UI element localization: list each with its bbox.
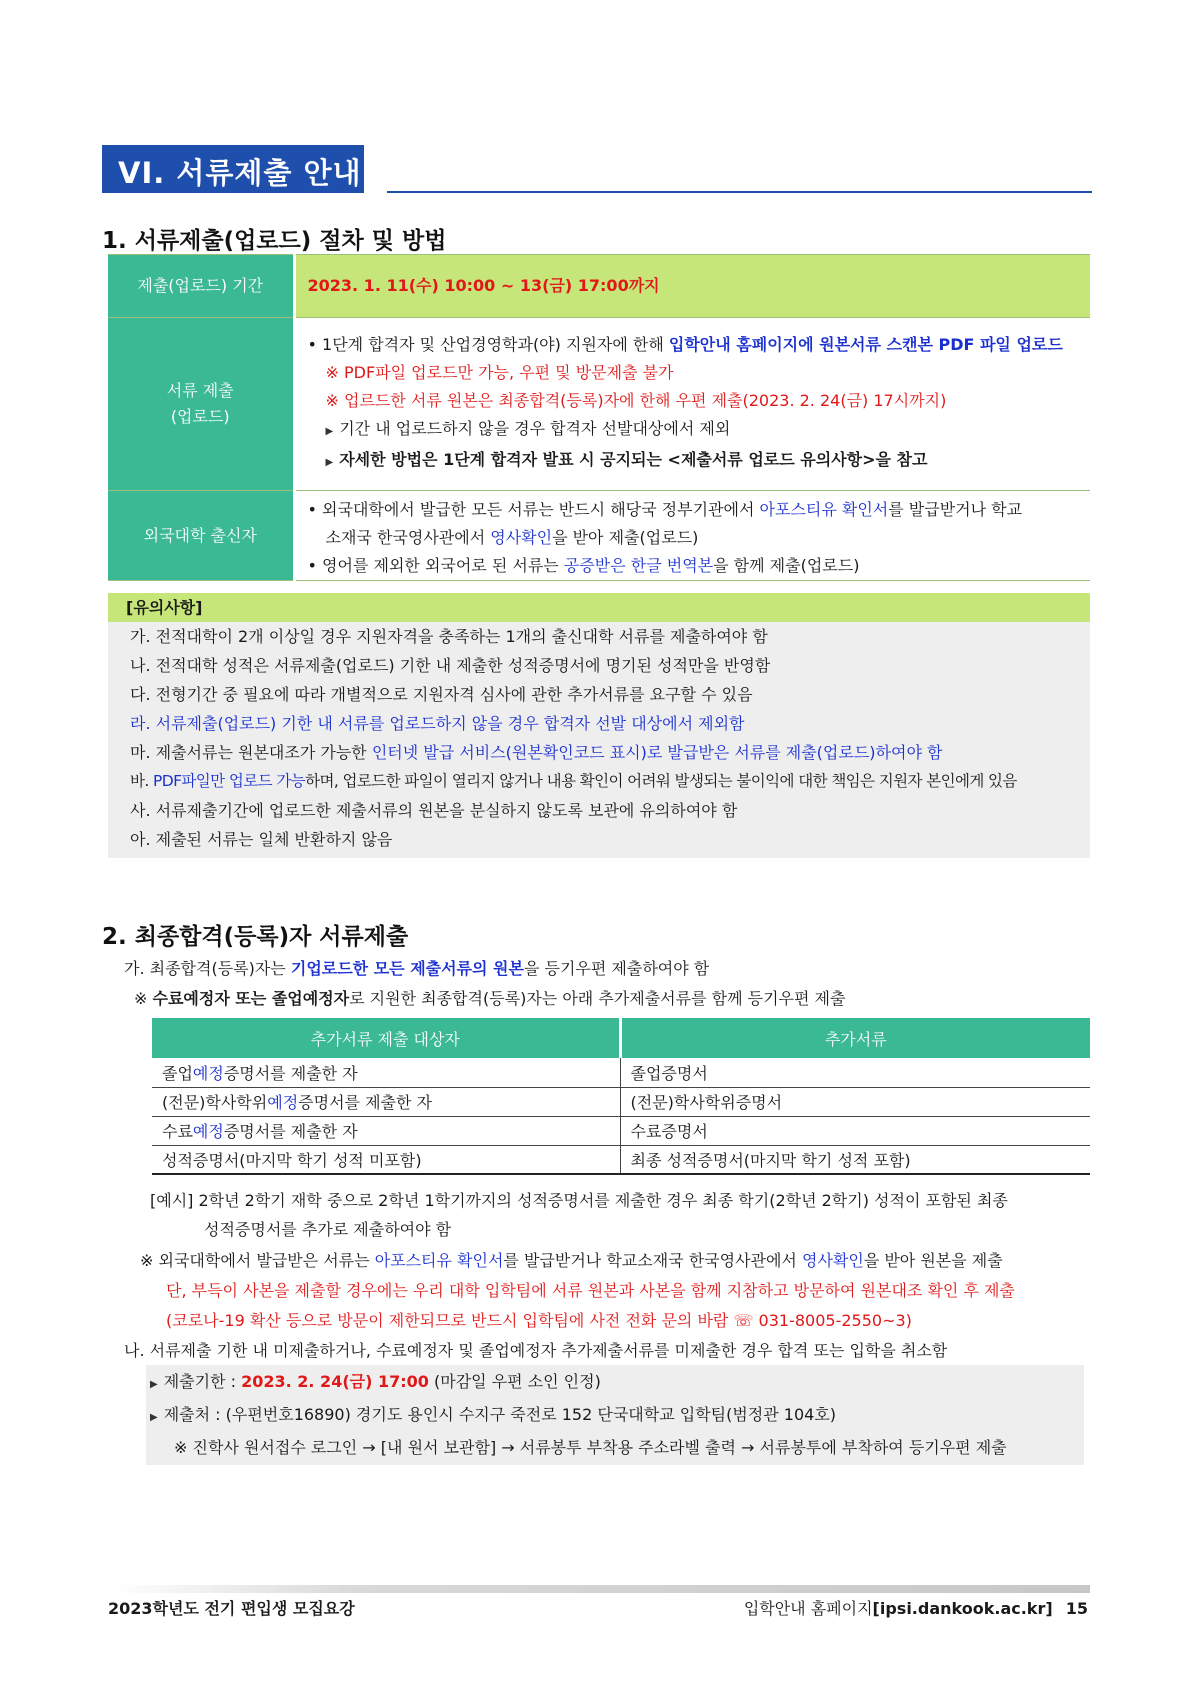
list-item: 나. 전적대학 성적은 서류제출(업로드) 기한 내 제출한 성적증명서에 명기된 성적만을 반영함 xyxy=(130,656,771,675)
list-item: ▶ 제출처 : (우편번호16890) 경기도 용인시 수지구 죽전로 152 단국대학교 입학팀(범정관 104호) xyxy=(150,1405,837,1424)
table-row xyxy=(108,255,1090,318)
list-item: 아. 제출된 서류는 일체 반환하지 않음 xyxy=(130,830,393,849)
foreign-note: ※ 외국대학에서 발급받은 서류는 아포스티유 확인서를 발급받거나 학교소재국 한국영사관에서 영사확인을 받아 원본을 제출 xyxy=(140,1251,1003,1270)
upload-details xyxy=(294,318,1090,491)
list-item: ▶ 제출기한 : 2023. 2. 24(금) 17:00 (마감일 우편 소인 인정) xyxy=(150,1372,601,1391)
triangle-icon: ▶ xyxy=(150,1379,158,1390)
warning-line: ※ 업르드한 서류 원본은 최종합격(등록)자에 한해 우편 제출(2023. 2. 24(금) 17시까지) xyxy=(325,391,947,410)
section-header xyxy=(102,145,1092,195)
notes-box xyxy=(108,593,1090,858)
column-header: 추가서류 제출 대상자 xyxy=(152,1018,620,1058)
row-label: 서류 제출 (업로드) xyxy=(108,318,294,491)
list-item: 가. 전적대학이 2개 이상일 경우 지원자격을 충족하는 1개의 출신대학 서류를 제출하여야 함 xyxy=(130,627,768,646)
table-row: 수료예정증명서를 제출한 자 수료증명서 xyxy=(152,1116,1090,1145)
example-line: 성적증명서를 추가로 제출하여야 함 xyxy=(204,1220,452,1239)
additional-docs-note: ※ 수료예정자 또는 졸업예정자로 지원한 최종합격(등록)자는 아래 추가제출서류를 함께 등기우편 제출 xyxy=(134,989,846,1008)
subsection-2-heading: 2. 최종합격(등록)자 서류제출 xyxy=(102,924,409,950)
footer-right: 입학안내 홈페이지[ipsi.dankook.ac.kr] 15 xyxy=(743,1599,1088,1618)
triangle-icon: ▶ xyxy=(150,1412,158,1423)
foreign-details: • 외국대학에서 발급한 모든 서류는 반드시 해당국 정부기관에서 아포스티유 확인서를 발급받거나 학교 소재국 한국영사관에서 영사확인을 받아 제출(업로드) • 영어를 제외한 외국어로 된 서류는 공증받은 한글 번역본을 함께 제출(업로드) xyxy=(294,491,1090,581)
list-item: 사. 서류제출기간에 업로드한 제출서류의 원본을 분실하지 않도록 보관에 유의하여야 함 xyxy=(130,801,738,820)
upload-procedure-table xyxy=(108,254,1090,581)
section-title: VI. 서류제출 안내 xyxy=(102,145,364,193)
footer-title: 2023학년도 전기 편입생 모집요강 xyxy=(108,1599,355,1618)
final-pass-line: 가. 최종합격(등록)자는 기업로드한 모든 제출서류의 원본을 등기우편 제출하여야 함 xyxy=(124,959,710,978)
table-header-row xyxy=(152,1018,1090,1058)
foreign-note: (코로나-19 확산 등으로 방문이 제한되므로 반드시 입학팀에 사전 전화 문의 바람 ☏ 031-8005-2550~3) xyxy=(166,1311,912,1330)
cancel-note: 나. 서류제출 기한 내 미제출하거나, 수료예정자 및 졸업예정자 추가제출서류를 미제출한 경우 합격 또는 입학을 취소함 xyxy=(124,1341,948,1360)
notes-title: [유의사항] xyxy=(108,593,1090,622)
footer-bar xyxy=(108,1585,1090,1593)
sub-line: ▶ 자세한 방법은 1단계 합격자 발표 시 공지되는 <제출서류 업로드 유의사항>을 참고 xyxy=(325,450,928,469)
table-row xyxy=(108,491,1090,581)
list-item: 다. 전형기간 중 필요에 따라 개별적으로 지원자격 심사에 관한 추가서류를 요구할 수 있음 xyxy=(130,685,753,704)
submission-info-box xyxy=(146,1365,1084,1465)
table-row: 졸업예정증명서를 제출한 자 졸업증명서 xyxy=(152,1058,1090,1087)
section-rule xyxy=(387,191,1092,193)
foreign-note: 단, 부득이 사본을 제출할 경우에는 우리 대학 입학팀에 서류 원본과 사본을 함께 지참하고 방문하여 원본대조 확인 후 제출 xyxy=(166,1281,1015,1300)
table-row: (전문)학사학위예정증명서를 제출한 자 (전문)학사학위증명서 xyxy=(152,1087,1090,1116)
column-header: 추가서류 xyxy=(620,1018,1090,1058)
list-item: ※ 진학사 원서접수 로그인 → [내 원서 보관함] → 서류봉투 부착용 주소라벨 출력 → 서류봉투에 부착하여 등기우편 제출 xyxy=(174,1438,1007,1457)
homepage-link[interactable]: [ipsi.dankook.ac.kr] xyxy=(872,1599,1053,1618)
additional-docs-table xyxy=(152,1018,1090,1175)
example-line: [예시] 2학년 2학기 재학 중으로 2학년 1학기까지의 성적증명서를 제출한 경우 최종 학기(2학년 2학기) 성적이 포함된 최종 xyxy=(150,1191,1008,1210)
row-label: 제출(업로드) 기간 xyxy=(108,255,294,318)
subsection-1-heading: 1. 서류제출(업로드) 절차 및 방법 xyxy=(102,228,447,254)
table-row: 성적증명서(마지막 학기 성적 미포함) 최종 성적증명서(마지막 학기 성적 포함) xyxy=(152,1145,1090,1174)
list-item: 라. 서류제출(업로드) 기한 내 서류를 업로드하지 않을 경우 합격자 선발 대상에서 제외함 xyxy=(130,714,745,733)
triangle-icon: ▶ xyxy=(325,426,334,437)
page-number: 15 xyxy=(1065,1599,1088,1618)
list-item: 마. 제출서류는 원본대조가 가능한 인터넷 발급 서비스(원본확인코드 표시)로 발급받은 서류를 제출(업로드)하여야 함 xyxy=(130,743,943,762)
triangle-icon: ▶ xyxy=(325,457,334,468)
period-value: 2023. 1. 11(수) 10:00 ~ 13(금) 17:00까지 xyxy=(294,255,1090,318)
list-item: 바. PDF파일만 업로드 가능하며, 업로드한 파일이 열리지 않거나 내용 확인이 어려워 발생되는 불이익에 대한 책임은 지원자 본인에게 있음 xyxy=(130,772,1017,790)
table-row xyxy=(108,318,1090,491)
bullet-line: • 1단계 합격자 및 산업경영학과(야) 지원자에 한해 입학안내 홈페이지에 원본서류 스캔본 PDF 파일 업로드 xyxy=(308,331,1091,359)
sub-line: ▶ 기간 내 업로드하지 않을 경우 합격자 선발대상에서 제외 xyxy=(325,419,731,438)
warning-line: ※ PDF파일 업로드만 가능, 우편 및 방문제출 불가 xyxy=(325,363,674,382)
row-label: 외국대학 출신자 xyxy=(108,491,294,581)
